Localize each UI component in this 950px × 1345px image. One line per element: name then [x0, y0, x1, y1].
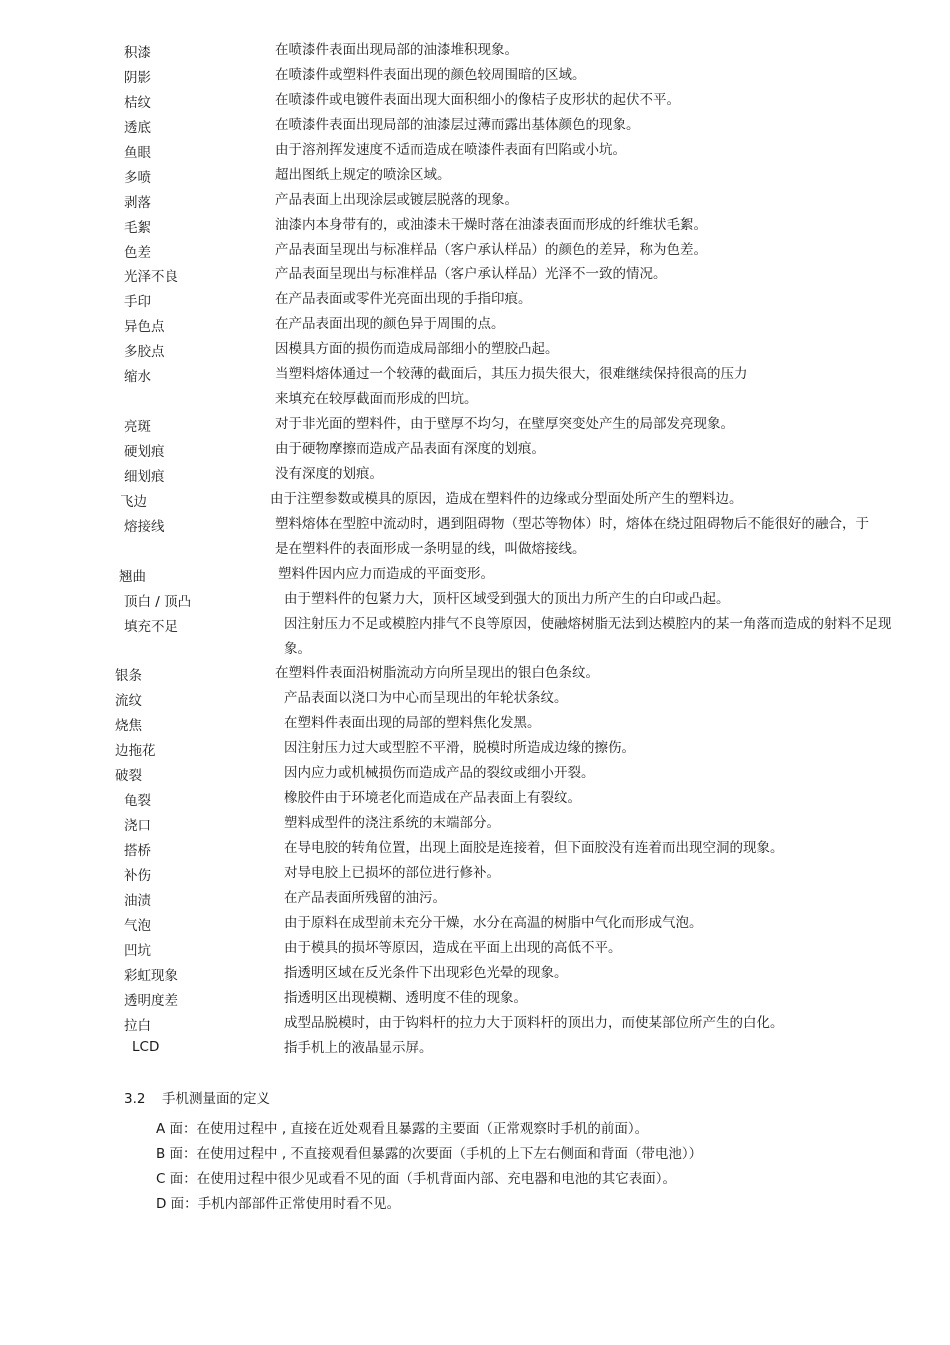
- term-definition: 产品表面呈现出与标准样品（客户承认样品）光泽不一致的情况。: [275, 266, 667, 283]
- face-c-definition: C 面：在使用过程中很少见或看不见的面（手机背面内部、充电器和电池的其它表面）。: [156, 1171, 676, 1187]
- term-name: LCD: [132, 1038, 160, 1055]
- term-definition: 指透明区域在反光条件下出现彩色光晕的现象。: [284, 964, 568, 981]
- term-row: [0, 686, 950, 711]
- term-row: [0, 113, 950, 138]
- term-name: 透明度差: [124, 992, 178, 1009]
- term-name: 异色点: [124, 319, 165, 336]
- term-definition: 由于模具的损坏等原因，造成在平面上出现的高低不平。: [284, 939, 622, 956]
- term-row: [0, 38, 950, 63]
- term-name: 硬划痕: [124, 444, 165, 461]
- term-definition: 由于塑料件的包紧力大，顶杆区域受到强大的顶出力所产生的白印或凸起。: [284, 590, 730, 607]
- term-row: [0, 761, 950, 786]
- term-name: 翘曲: [119, 568, 146, 585]
- term-row: [0, 362, 950, 412]
- term-row: [0, 811, 950, 836]
- term-definition: 在喷漆件或电镀件表面出现大面积细小的像桔子皮形状的起伏不平。: [275, 91, 680, 108]
- term-row: [0, 612, 950, 662]
- term-definition: 在喷漆件或塑料件表面出现的颜色较周围暗的区域。: [275, 66, 586, 83]
- term-row: [0, 487, 950, 512]
- term-definition: 由于溶剂挥发速度不适而造成在喷漆件表面有凹陷或小坑。: [275, 141, 626, 158]
- term-name: 烧焦: [115, 718, 142, 735]
- term-definition: 塑料熔体在型腔中流动时，遇到阻碍物（型芯等物体）时，熔体在绕过阻碍物后不能很好的融合，于是在塑料件的表面形成一条明显的线，叫做熔接线。: [275, 515, 869, 557]
- term-row: [0, 786, 950, 811]
- term-name: 积漆: [124, 45, 151, 61]
- face-a-definition: A 面：在使用过程中 , 直接在近处观看且暴露的主要面（正常观察时手机的前面）。: [156, 1121, 649, 1137]
- term-name: 顶白 / 顶凸: [124, 593, 192, 610]
- term-row: [0, 736, 950, 761]
- term-name: 破裂: [115, 768, 142, 785]
- term-name: 油渍: [124, 892, 151, 909]
- term-row: [0, 412, 950, 437]
- term-name: 光泽不良: [124, 269, 178, 286]
- term-row: [0, 1036, 950, 1061]
- term-definition: 对导电胶上已损坏的部位进行修补。: [284, 864, 500, 881]
- term-name: 剥落: [124, 194, 151, 211]
- term-definition: 由于注塑参数或模具的原因，造成在塑料件的边缘或分型面处所产生的塑料边。: [270, 490, 743, 507]
- term-name: 搭桥: [124, 843, 151, 860]
- term-name: 鱼眼: [124, 144, 151, 161]
- term-definition: 由于硬物摩擦而造成产品表面有深度的划痕。: [275, 441, 545, 458]
- term-row: [0, 63, 950, 88]
- term-definition: 由于原料在成型前未充分干燥，水分在高温的树脂中气化而形成气泡。: [284, 914, 703, 931]
- term-definition: 在塑料件表面出现的局部的塑料焦化发黑。: [284, 715, 541, 732]
- term-row: [0, 462, 950, 487]
- face-d-definition: D 面：手机内部部件正常使用时看不见。: [156, 1196, 401, 1212]
- term-definition: 在产品表面所残留的油污。: [284, 889, 446, 906]
- defect-term-list: [0, 38, 950, 1060]
- term-name: 手印: [124, 294, 151, 311]
- term-definition: 塑料件因内应力而造成的平面变形。: [278, 565, 494, 582]
- term-name: 亮斑: [124, 419, 151, 436]
- term-row: [0, 961, 950, 986]
- term-definition: 成型品脱模时，由于钩料杆的拉力大于顶料杆的顶出力，而使某部位所产生的白化。: [284, 1014, 784, 1031]
- term-name: 边拖花: [115, 743, 156, 760]
- term-row: [0, 836, 950, 861]
- term-name: 流纹: [115, 693, 142, 710]
- term-row: [0, 936, 950, 961]
- term-name: 细划痕: [124, 468, 165, 485]
- term-name: 色差: [124, 244, 151, 261]
- face-b-definition: B 面：在使用过程中 , 不直接观看但暴露的次要面（手机的上下左右侧面和背面（带电池））: [156, 1146, 703, 1162]
- term-row: [0, 587, 950, 612]
- term-row: [0, 886, 950, 911]
- term-name: 补伤: [124, 867, 151, 884]
- term-row: [0, 661, 950, 686]
- term-name: 缩水: [124, 369, 151, 386]
- term-name: 气泡: [124, 917, 151, 934]
- term-definition: 产品表面呈现出与标准样品（客户承认样品）的颜色的差异，称为色差。: [275, 241, 707, 258]
- term-name: 透底: [124, 119, 151, 136]
- term-row: [0, 188, 950, 213]
- term-row: [0, 1011, 950, 1036]
- term-row: [0, 213, 950, 238]
- term-name: 填充不足: [124, 618, 178, 635]
- term-row: [0, 512, 950, 562]
- term-name: 熔接线: [124, 518, 165, 535]
- term-name: 龟裂: [124, 793, 151, 810]
- term-definition: 指手机上的液晶显示屏。: [284, 1039, 433, 1056]
- term-definition: 在产品表面出现的颜色异于周围的点。: [275, 316, 505, 333]
- term-row: [0, 138, 950, 163]
- term-definition: 超出图纸上规定的喷涂区域。: [275, 166, 451, 183]
- term-definition: 对于非光面的塑料件，由于壁厚不均匀，在壁厚突变处产生的局部发亮现象。: [275, 416, 734, 433]
- term-row: [0, 312, 950, 337]
- term-row: [0, 562, 950, 587]
- term-definition: 油漆内本身带有的，或油漆未干燥时落在油漆表面而形成的纤维状毛絮。: [275, 216, 707, 233]
- term-row: [0, 163, 950, 188]
- term-name: 凹坑: [124, 942, 151, 959]
- term-definition: 没有深度的划痕。: [275, 465, 383, 482]
- term-name: 拉白: [124, 1017, 151, 1034]
- term-definition: 因注射压力不足或模腔内排气不良等原因，使融熔树脂无法到达模腔内的某一角落而造成的射料不足现象。: [284, 615, 892, 657]
- term-definition: 在产品表面或零件光亮面出现的手指印痕。: [275, 291, 532, 308]
- term-name: 银条: [115, 668, 142, 685]
- term-row: [0, 88, 950, 113]
- term-row: [0, 337, 950, 362]
- term-row: [0, 262, 950, 287]
- term-row: [0, 711, 950, 736]
- term-definition: 在塑料件表面沿树脂流动方向所呈现出的银白色条纹。: [275, 665, 599, 682]
- section-heading: [124, 1087, 270, 1107]
- term-definition: 产品表面以浇口为中心而呈现出的年轮状条纹。: [284, 690, 568, 707]
- section-title: 手机测量面的定义: [162, 1091, 270, 1107]
- term-definition: 产品表面上出现涂层或镀层脱落的现象。: [275, 191, 518, 208]
- term-definition: 在导电胶的转角位置，出现上面胶是连接着，但下面胶没有连着而出现空洞的现象。: [284, 840, 784, 857]
- term-definition: 因注射压力过大或型腔不平滑，脱模时所造成边缘的擦伤。: [284, 740, 635, 757]
- term-row: [0, 986, 950, 1011]
- term-row: [0, 238, 950, 263]
- term-row: [0, 861, 950, 886]
- term-row: [0, 911, 950, 936]
- term-name: 多胶点: [124, 344, 165, 361]
- term-definition: 橡胶件由于环境老化而造成在产品表面上有裂纹。: [284, 790, 581, 807]
- term-name: 桔纹: [124, 94, 151, 111]
- term-name: 多喷: [124, 169, 151, 186]
- term-name: 毛絮: [124, 219, 151, 236]
- term-name: 飞边: [120, 493, 147, 510]
- term-definition: 塑料成型件的浇注系统的末端部分。: [284, 815, 500, 832]
- term-row: [0, 287, 950, 312]
- term-definition: 在喷漆件表面出现局部的油漆堆积现象。: [275, 42, 518, 58]
- section-number: 3.2: [124, 1091, 146, 1107]
- term-row: [0, 437, 950, 462]
- term-name: 彩虹现象: [124, 967, 178, 984]
- term-definition: 在喷漆件表面出现局部的油漆层过薄而露出基体颜色的现象。: [275, 116, 640, 133]
- term-name: 阴影: [124, 69, 151, 86]
- term-definition: 指透明区出现模糊、透明度不佳的现象。: [284, 989, 527, 1006]
- term-definition: 因内应力或机械损伤而造成产品的裂纹或细小开裂。: [284, 765, 595, 782]
- term-name: 浇口: [124, 818, 151, 835]
- term-definition: 当塑料熔体通过一个较薄的截面后，其压力损失很大，很难继续保持很高的压力来填充在较厚截面而形成的凹坑。: [275, 366, 748, 408]
- term-definition: 因模具方面的损伤而造成局部细小的塑胶凸起。: [275, 341, 559, 358]
